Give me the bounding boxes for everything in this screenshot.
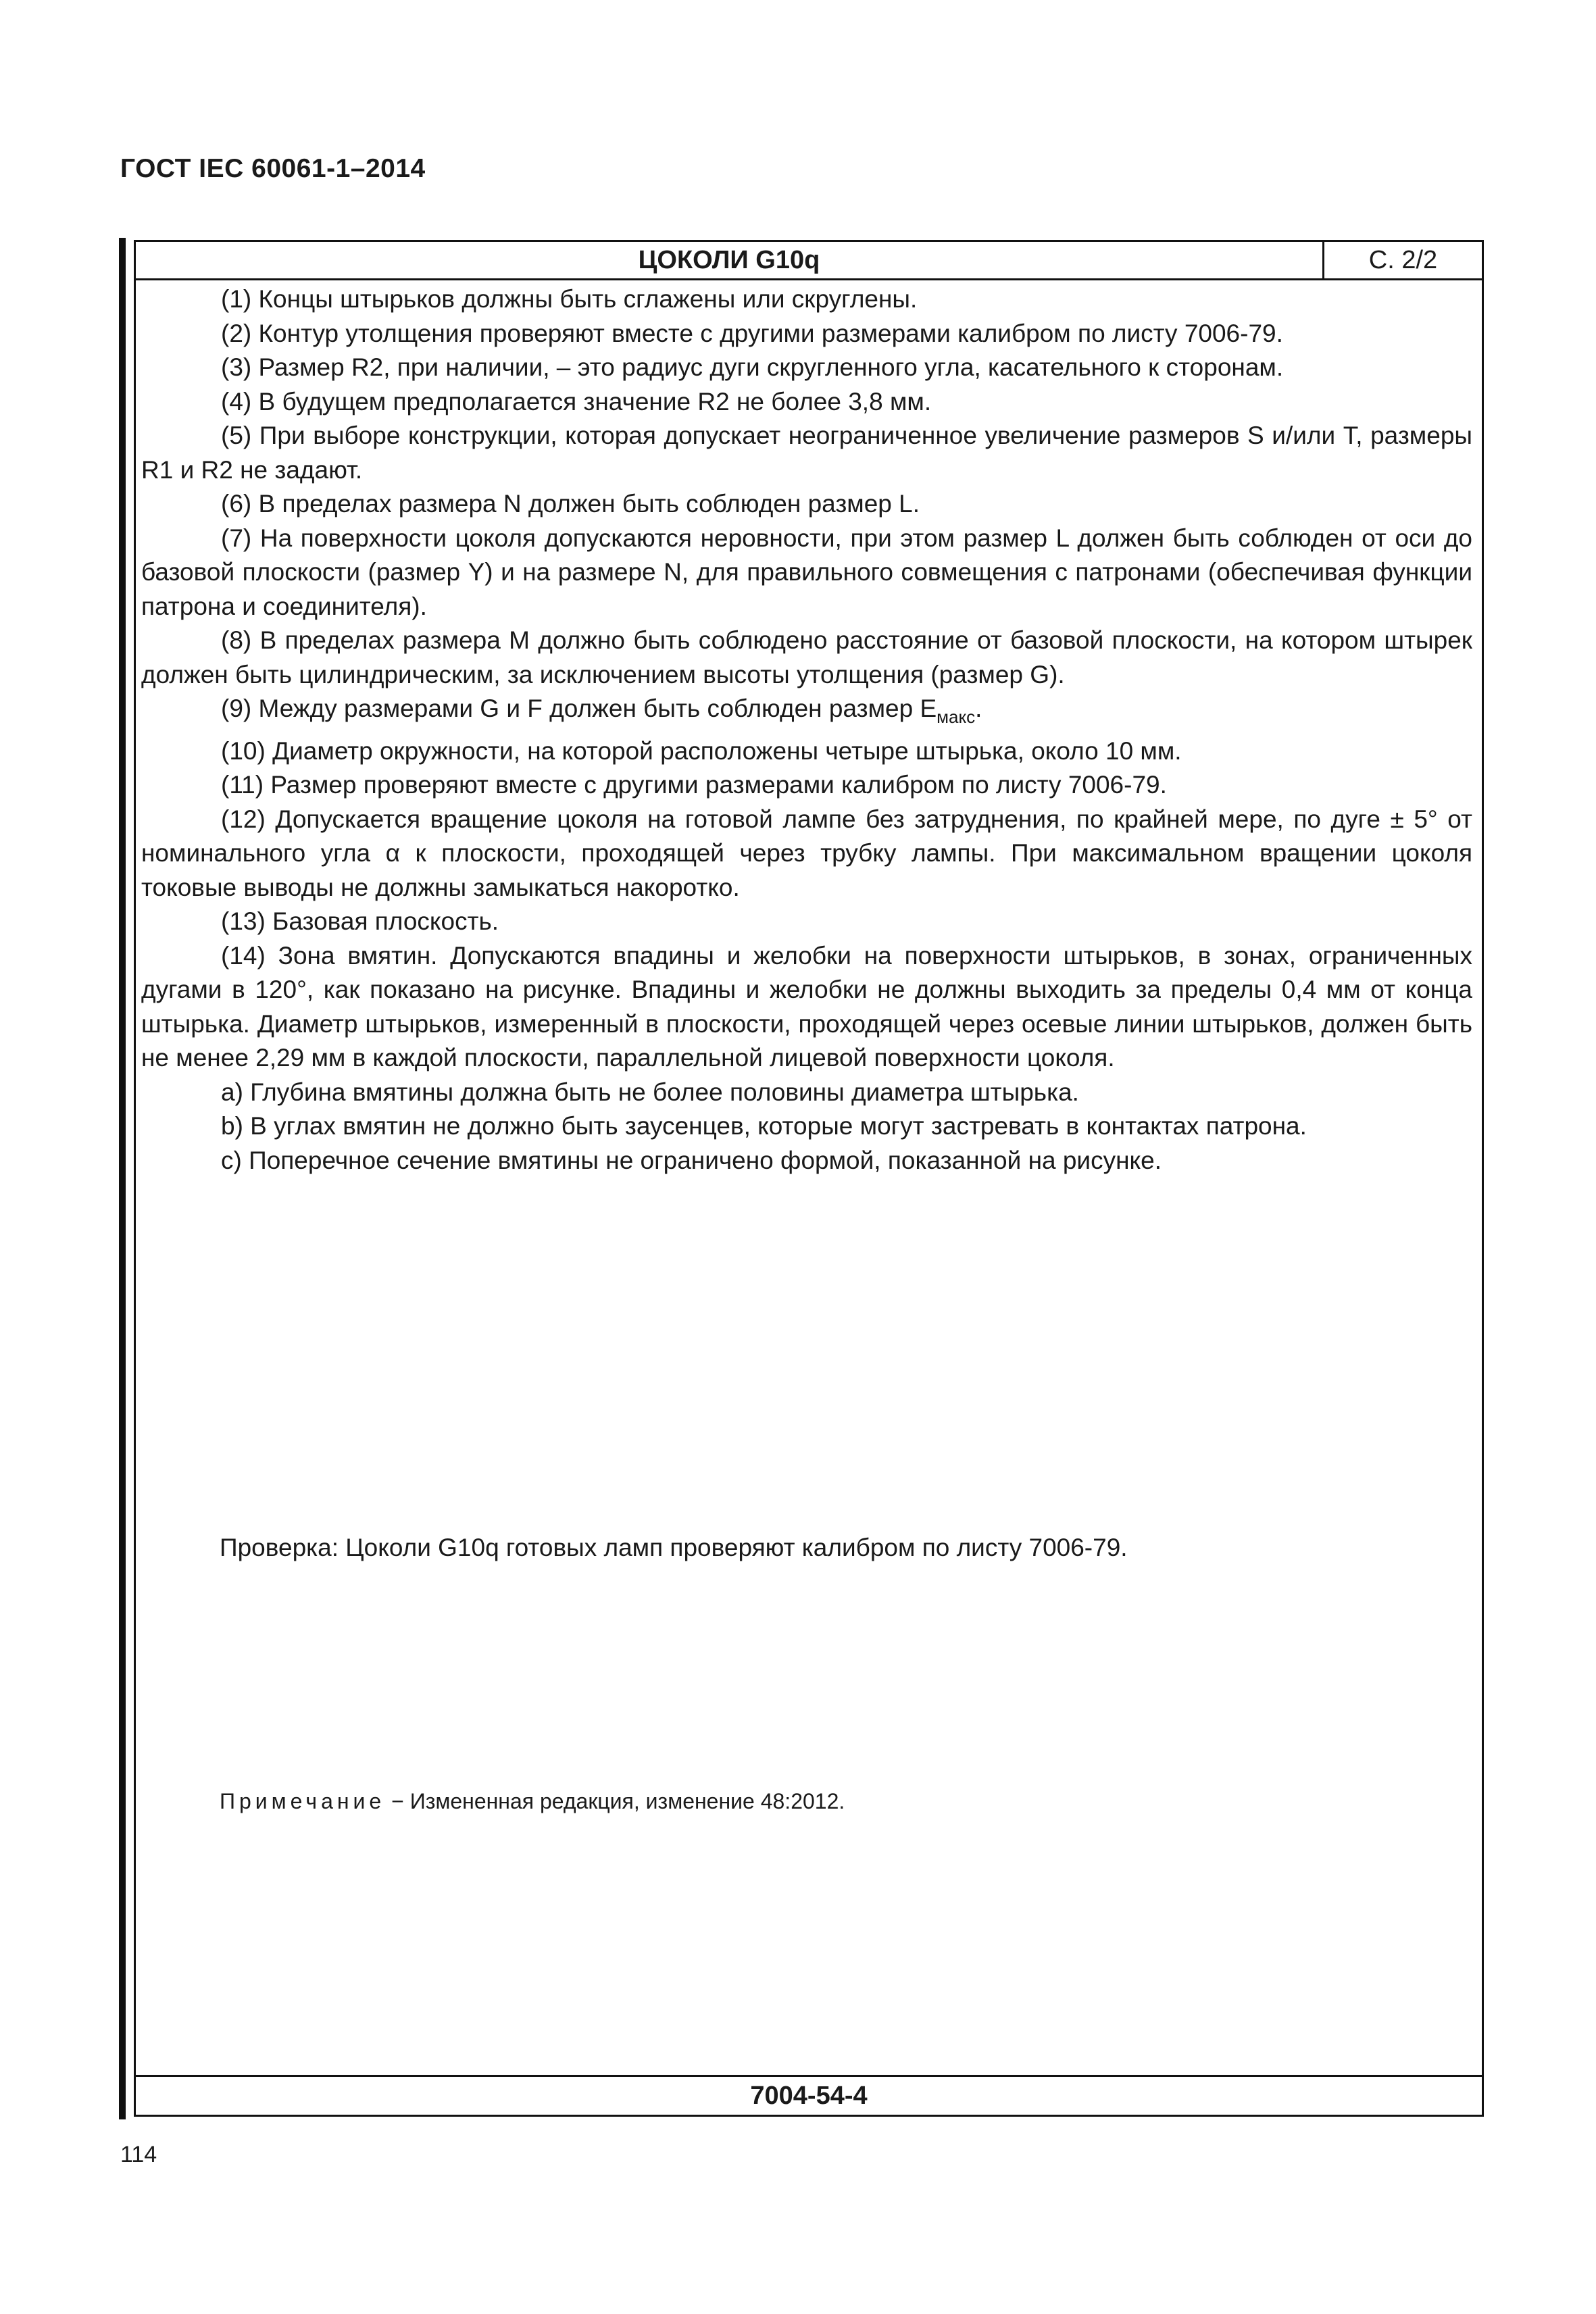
note-paragraph: (14) Зона вмятин. Допускаются впадины и желобки на поверхности штырьков, в зонах, ограниченных дугами в 120°, как показано на рисунке. Впадины и желобки не должны выходить за пределы 0,4 мм от конца штырька. Диаметр штырьков, измеренный в плоскости, проходящей через осевые линии штырьков, должен быть не менее 2,29 мм в каждой плоскости, параллельной лицевой поверхности цоколя. <box>141 941 1472 1072</box>
note-subitem: a) Глубина вмятины должна быть не более половины диаметра штырька. <box>221 1078 1079 1106</box>
note-paragraph: (8) В пределах размера M должно быть соблюдено расстояние от базовой плоскости, на котором штырек должен быть цилиндрическим, за исключением высоты утолщения (размер G). <box>141 626 1472 688</box>
note-paragraph <box>141 692 1472 734</box>
sheet-page-indicator: С. 2/2 <box>1368 245 1438 274</box>
notes-body <box>141 282 1472 1178</box>
amendment-note <box>220 1789 845 1814</box>
note-subitem: c) Поперечное сечение вмятины не ограничено формой, показанной на рисунке. <box>221 1146 1162 1174</box>
note-paragraph: (6) В пределах размера N должен быть соблюден размер L. <box>221 490 920 518</box>
note-subitem: b) В углах вмятин не должно быть заусенцев, которые могут застревать в контактах патрона. <box>221 1112 1307 1140</box>
note-text: − Измененная редакция, изменение 48:2012. <box>385 1789 845 1813</box>
note-paragraph: (11) Размер проверяют вместе с другими размерами калибром по листу 7006-79. <box>221 771 1167 799</box>
note-paragraph: (5) При выборе конструкции, которая допускает неограниченное увеличение размеров S и/или T, размеры R1 и R2 не задают. <box>141 422 1472 484</box>
sheet-title-row <box>136 242 1482 280</box>
sheet-code: 7004-54-4 <box>136 2075 1482 2115</box>
note-paragraph: (13) Базовая плоскость. <box>221 907 499 935</box>
standard-sheet <box>134 240 1484 2117</box>
standard-designation: ГОСТ IEC 60061-1–2014 <box>120 154 426 183</box>
margin-bar <box>119 238 126 2119</box>
note-paragraph: (1) Концы штырьков должны быть сглажены или скруглены. <box>221 285 918 313</box>
note-paragraph: (12) Допускается вращение цоколя на готовой лампе без затруднения, по крайней мере, по дуге ± 5° от номинального угла α к плоскости, проходящей через трубку лампы. При максимальном вращении цоколя токовые выводы не должны замыкаться накоротко. <box>141 805 1472 901</box>
note-paragraph: (4) В будущем предполагается значение R2 не более 3,8 мм. <box>221 387 932 416</box>
note-paragraph: (3) Размер R2, при наличии, – это радиус дуги скругленного угла, касательного к сторонам. <box>221 353 1284 381</box>
subscript-max: макс <box>937 707 976 727</box>
note-label: Примечание <box>220 1789 386 1813</box>
note-paragraph: (2) Контур утолщения проверяют вместе с другими размерами калибром по листу 7006-79. <box>221 319 1283 347</box>
note-paragraph-text: (9) Между размерами G и F должен быть соблюден размер E <box>221 695 937 722</box>
page-number: 114 <box>120 2142 157 2167</box>
note-paragraph: (7) На поверхности цоколя допускаются неровности, при этом размер L должен быть соблюден от оси до базовой плоскости (размер Y) и на размере N, для правильного совмещения с патронами (обеспечивая функции патрона и соединителя). <box>141 524 1472 620</box>
sheet-title: ЦОКОЛИ G10q <box>136 242 1324 278</box>
note-paragraph-end: . <box>975 695 982 722</box>
verification-text: Проверка: Цоколи G10q готовых ламп проверяют калибром по листу 7006-79. <box>220 1534 1128 1561</box>
note-paragraph: (10) Диаметр окружности, на которой расположены четыре штырька, около 10 мм. <box>221 736 1182 765</box>
